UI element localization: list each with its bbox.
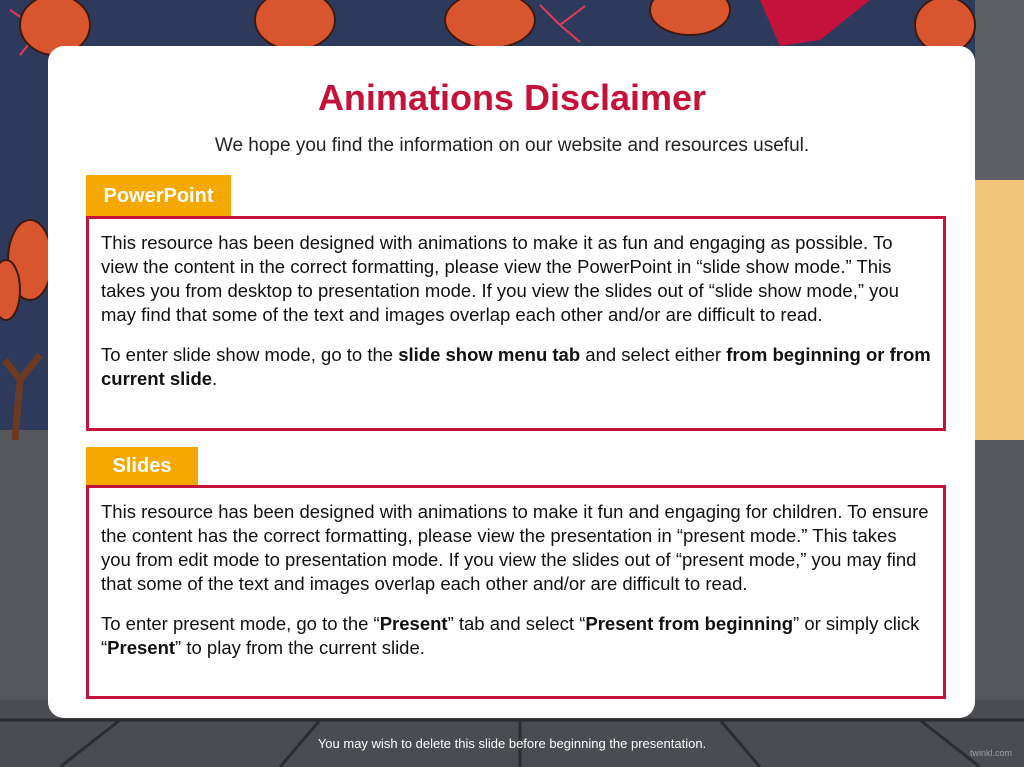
- text: To enter slide show mode, go to the: [101, 344, 399, 365]
- text: .: [212, 368, 218, 389]
- powerpoint-paragraph-1: This resource has been designed with animations to make it as fun and engaging as possible. To view the content in the correct formatting, please view the PowerPoint in “slide show mode.” This takes you from desktop to presentation mode. If you view the slides out of “slide show mode,” you may find that some of the text and images overlap each other and/or are difficult to read.: [101, 232, 899, 325]
- slides-paragraph-1: This resource has been designed with animations to make it fun and engaging for children. To ensure the content has the correct formatting, please view the presentation in “present mode.” This takes you from edit mode to presentation mode. If you view the slides out of “present mode,” you may find that some of the text and images overlap each other and/or are difficult to read.: [101, 501, 929, 594]
- bold-text: Present: [107, 637, 176, 658]
- watermark: twinkl.com: [969, 748, 1012, 758]
- text: ” tab and select “: [447, 613, 586, 634]
- footer-note: You may wish to delete this slide before beginning the presentation.: [317, 736, 707, 751]
- slides-paragraph-2: [101, 612, 931, 660]
- bold-text: Present from beginning: [585, 613, 794, 634]
- bold-text: Present: [379, 613, 448, 634]
- powerpoint-paragraph-2: [101, 343, 931, 391]
- page-title: Animations Disclaimer: [317, 77, 707, 118]
- powerpoint-section-box: [86, 216, 946, 431]
- bold-text: slide show menu tab: [398, 344, 581, 365]
- text: To enter present mode, go to the “: [101, 613, 380, 634]
- slides-section-label: Slides: [86, 447, 198, 485]
- text: and select either: [580, 344, 727, 365]
- text: ” or simply click “: [101, 613, 920, 658]
- slides-section-box: [86, 485, 946, 699]
- text: ” to play from the current slide.: [175, 637, 425, 658]
- bold-text: from beginning or from current slide: [101, 344, 931, 389]
- subtitle: We hope you find the information on our website and resources useful.: [214, 135, 810, 156]
- powerpoint-section-label: PowerPoint: [86, 175, 231, 217]
